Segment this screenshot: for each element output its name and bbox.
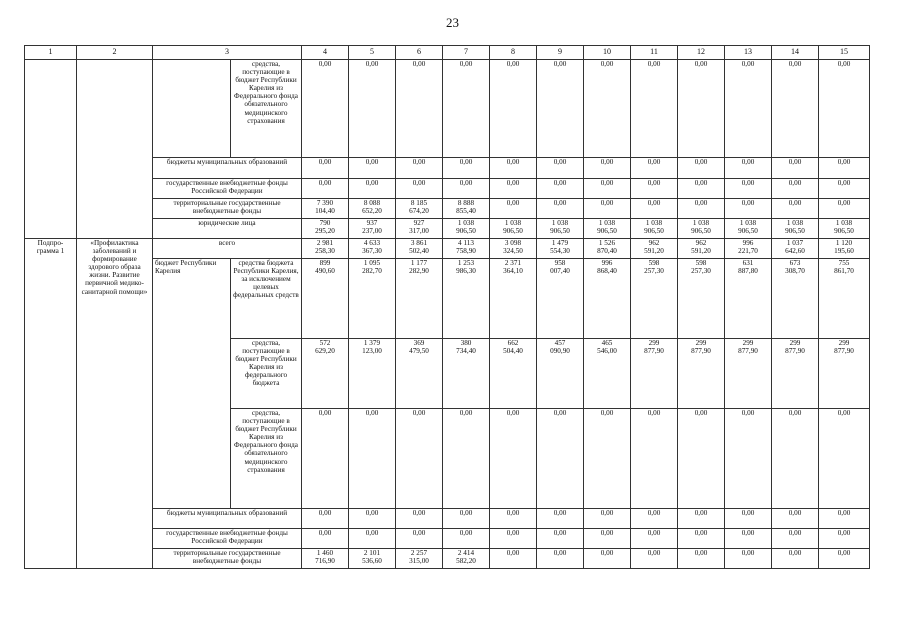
value-cell: 598 257,30 xyxy=(678,259,725,339)
value-cell: 0,00 xyxy=(772,179,819,199)
value-cell: 1 479 554,30 xyxy=(537,239,584,259)
value-cell: 3 861 502,40 xyxy=(396,239,443,259)
value-cell: 0,00 xyxy=(678,409,725,509)
value-cell: 1 038 906,50 xyxy=(584,219,631,239)
value-cell: 299 877,90 xyxy=(725,339,772,409)
value-cell: 369 479,50 xyxy=(396,339,443,409)
value-cell: 0,00 xyxy=(584,509,631,529)
subprogram-title: «Профилактика заболеваний и формирование здорового образа жизни. Развитие первичной медико-санитарной помощи» xyxy=(77,239,153,569)
value-cell: 0,00 xyxy=(631,60,678,158)
value-cell: 0,00 xyxy=(537,60,584,158)
value-cell: 0,00 xyxy=(631,509,678,529)
value-cell: 1 253 986,30 xyxy=(443,259,490,339)
value-cell: 996 221,70 xyxy=(725,239,772,259)
column-header: 11 xyxy=(631,46,678,60)
value-cell: 631 887,80 xyxy=(725,259,772,339)
value-cell: 0,00 xyxy=(302,409,349,509)
value-cell: 299 877,90 xyxy=(772,339,819,409)
column-header: 9 xyxy=(537,46,584,60)
value-cell: 790 295,20 xyxy=(302,219,349,239)
value-cell: 0,00 xyxy=(772,199,819,219)
value-cell: 673 308,70 xyxy=(772,259,819,339)
subprogram-number: Подпро- грамма 1 xyxy=(25,239,77,569)
value-cell: 0,00 xyxy=(772,529,819,549)
value-cell: 0,00 xyxy=(725,179,772,199)
value-cell: 0,00 xyxy=(725,549,772,569)
value-cell: 0,00 xyxy=(678,529,725,549)
value-cell: 0,00 xyxy=(537,179,584,199)
value-cell: 0,00 xyxy=(631,158,678,179)
value-cell: 0,00 xyxy=(349,158,396,179)
value-cell: 1 526 870,40 xyxy=(584,239,631,259)
value-cell: 0,00 xyxy=(725,409,772,509)
column-header: 6 xyxy=(396,46,443,60)
value-cell: 0,00 xyxy=(490,158,537,179)
value-cell: 8 185 674,20 xyxy=(396,199,443,219)
empty-cell xyxy=(153,60,231,158)
budget-table xyxy=(24,45,870,569)
value-cell: 0,00 xyxy=(678,509,725,529)
value-cell: 0,00 xyxy=(631,529,678,549)
value-cell: 0,00 xyxy=(396,179,443,199)
source-label: средства бюджета Республики Карелия, за исключением целевых федеральных средств xyxy=(231,259,302,339)
value-cell: 598 257,30 xyxy=(631,259,678,339)
value-cell: 0,00 xyxy=(631,199,678,219)
value-cell: 0,00 xyxy=(819,60,870,158)
value-cell: 4 113 758,90 xyxy=(443,239,490,259)
value-cell: 0,00 xyxy=(443,529,490,549)
value-cell: 0,00 xyxy=(678,199,725,219)
value-cell: 899 490,60 xyxy=(302,259,349,339)
value-cell: 1 038 906,50 xyxy=(725,219,772,239)
value-cell: 0,00 xyxy=(443,179,490,199)
value-cell: 1 038 906,50 xyxy=(819,219,870,239)
value-cell: 0,00 xyxy=(396,60,443,158)
header-row xyxy=(25,46,870,60)
value-cell: 958 007,40 xyxy=(537,259,584,339)
value-cell: 299 877,90 xyxy=(631,339,678,409)
source-label: всего xyxy=(153,239,302,259)
value-cell: 0,00 xyxy=(819,179,870,199)
column-header: 4 xyxy=(302,46,349,60)
value-cell: 0,00 xyxy=(302,529,349,549)
value-cell: 0,00 xyxy=(443,509,490,529)
value-cell: 0,00 xyxy=(490,179,537,199)
value-cell: 2 257 315,00 xyxy=(396,549,443,569)
value-cell: 755 861,70 xyxy=(819,259,870,339)
source-label: средства, поступающие в бюджет Республики Карелия из Федерального фонда обязательного медицинского страхования xyxy=(231,60,302,158)
value-cell: 0,00 xyxy=(772,549,819,569)
source-label: бюджеты муниципальных образований xyxy=(153,509,302,529)
value-cell: 0,00 xyxy=(819,158,870,179)
value-cell: 0,00 xyxy=(678,60,725,158)
value-cell: 8 888 855,40 xyxy=(443,199,490,219)
value-cell: 0,00 xyxy=(678,179,725,199)
value-cell: 0,00 xyxy=(631,179,678,199)
column-header: 10 xyxy=(584,46,631,60)
column-header: 13 xyxy=(725,46,772,60)
value-cell: 0,00 xyxy=(490,409,537,509)
value-cell: 1 038 906,50 xyxy=(490,219,537,239)
value-cell: 1 095 282,70 xyxy=(349,259,396,339)
value-cell: 0,00 xyxy=(725,158,772,179)
value-cell: 0,00 xyxy=(584,529,631,549)
column-header: 14 xyxy=(772,46,819,60)
value-cell: 0,00 xyxy=(772,409,819,509)
value-cell: 0,00 xyxy=(772,509,819,529)
empty-cell xyxy=(77,60,153,239)
value-cell: 962 591,20 xyxy=(678,239,725,259)
table-row xyxy=(25,60,870,158)
value-cell: 962 591,20 xyxy=(631,239,678,259)
value-cell: 0,00 xyxy=(302,179,349,199)
value-cell: 0,00 xyxy=(490,60,537,158)
value-cell: 0,00 xyxy=(537,549,584,569)
value-cell: 0,00 xyxy=(302,60,349,158)
value-cell: 927 317,00 xyxy=(396,219,443,239)
budget-group-label: бюджет Республики Карелия xyxy=(153,259,231,509)
value-cell: 0,00 xyxy=(443,409,490,509)
value-cell: 2 414 582,20 xyxy=(443,549,490,569)
value-cell: 0,00 xyxy=(443,60,490,158)
value-cell: 1 038 906,50 xyxy=(443,219,490,239)
source-label: государственные внебюджетные фонды Российской Федерации xyxy=(153,529,302,549)
value-cell: 380 734,40 xyxy=(443,339,490,409)
value-cell: 0,00 xyxy=(490,199,537,219)
value-cell: 0,00 xyxy=(490,549,537,569)
value-cell: 0,00 xyxy=(819,509,870,529)
source-label: бюджеты муниципальных образований xyxy=(153,158,302,179)
value-cell: 0,00 xyxy=(537,409,584,509)
value-cell: 0,00 xyxy=(819,199,870,219)
value-cell: 1 379 123,00 xyxy=(349,339,396,409)
value-cell: 0,00 xyxy=(349,509,396,529)
value-cell: 465 546,00 xyxy=(584,339,631,409)
value-cell: 0,00 xyxy=(584,409,631,509)
value-cell: 7 390 104,40 xyxy=(302,199,349,219)
column-header: 3 xyxy=(153,46,302,60)
column-header: 7 xyxy=(443,46,490,60)
value-cell: 0,00 xyxy=(396,509,443,529)
value-cell: 4 633 367,30 xyxy=(349,239,396,259)
column-header: 5 xyxy=(349,46,396,60)
empty-cell xyxy=(25,60,77,239)
value-cell: 0,00 xyxy=(725,529,772,549)
value-cell: 299 877,90 xyxy=(678,339,725,409)
value-cell: 0,00 xyxy=(396,409,443,509)
source-label: территориальные государственные внебюджетные фонды xyxy=(153,549,302,569)
value-cell: 0,00 xyxy=(349,529,396,549)
value-cell: 0,00 xyxy=(537,199,584,219)
value-cell: 1 037 642,60 xyxy=(772,239,819,259)
value-cell: 937 237,00 xyxy=(349,219,396,239)
value-cell: 0,00 xyxy=(584,549,631,569)
value-cell: 0,00 xyxy=(772,158,819,179)
value-cell: 1 038 906,50 xyxy=(537,219,584,239)
value-cell: 3 098 324,50 xyxy=(490,239,537,259)
source-label: средства, поступающие в бюджет Республики Карелия из Федерального фонда обязательного медицинского страхования xyxy=(231,409,302,509)
value-cell: 1 038 906,50 xyxy=(678,219,725,239)
value-cell: 0,00 xyxy=(584,199,631,219)
value-cell: 1 120 195,60 xyxy=(819,239,870,259)
value-cell: 2 981 258,30 xyxy=(302,239,349,259)
value-cell: 0,00 xyxy=(725,60,772,158)
value-cell: 0,00 xyxy=(819,409,870,509)
source-label: территориальные государственные внебюджетные фонды xyxy=(153,199,302,219)
source-label: государственные внебюджетные фонды Российской Федерации xyxy=(153,179,302,199)
column-header: 15 xyxy=(819,46,870,60)
column-header: 12 xyxy=(678,46,725,60)
value-cell: 0,00 xyxy=(725,199,772,219)
value-cell: 1 177 282,90 xyxy=(396,259,443,339)
value-cell: 0,00 xyxy=(631,409,678,509)
value-cell: 0,00 xyxy=(725,509,772,529)
value-cell: 662 504,40 xyxy=(490,339,537,409)
value-cell: 0,00 xyxy=(584,158,631,179)
value-cell: 0,00 xyxy=(302,509,349,529)
value-cell: 1 460 716,90 xyxy=(302,549,349,569)
value-cell: 0,00 xyxy=(678,158,725,179)
value-cell: 2 101 536,60 xyxy=(349,549,396,569)
source-label: юридические лица xyxy=(153,219,302,239)
value-cell: 0,00 xyxy=(584,179,631,199)
value-cell: 8 088 652,20 xyxy=(349,199,396,219)
value-cell: 457 090,90 xyxy=(537,339,584,409)
column-header: 1 xyxy=(25,46,77,60)
source-label: средства, поступающие в бюджет Республики Карелия из федерального бюджета xyxy=(231,339,302,409)
value-cell: 0,00 xyxy=(490,529,537,549)
value-cell: 0,00 xyxy=(443,158,490,179)
value-cell: 0,00 xyxy=(772,60,819,158)
column-header: 2 xyxy=(77,46,153,60)
value-cell: 0,00 xyxy=(678,549,725,569)
value-cell: 0,00 xyxy=(631,549,678,569)
value-cell: 0,00 xyxy=(584,60,631,158)
page-number: 23 xyxy=(446,15,459,30)
value-cell: 0,00 xyxy=(349,409,396,509)
column-header: 8 xyxy=(490,46,537,60)
value-cell: 996 868,40 xyxy=(584,259,631,339)
value-cell: 0,00 xyxy=(396,158,443,179)
value-cell: 299 877,90 xyxy=(819,339,870,409)
value-cell: 0,00 xyxy=(819,529,870,549)
value-cell: 2 371 364,10 xyxy=(490,259,537,339)
value-cell: 0,00 xyxy=(819,549,870,569)
value-cell: 0,00 xyxy=(396,529,443,549)
value-cell: 0,00 xyxy=(537,529,584,549)
value-cell: 0,00 xyxy=(537,509,584,529)
value-cell: 0,00 xyxy=(349,60,396,158)
value-cell: 0,00 xyxy=(349,179,396,199)
value-cell: 1 038 906,50 xyxy=(772,219,819,239)
value-cell: 0,00 xyxy=(490,509,537,529)
value-cell: 1 038 906,50 xyxy=(631,219,678,239)
table-row xyxy=(25,239,870,259)
value-cell: 0,00 xyxy=(537,158,584,179)
value-cell: 572 629,20 xyxy=(302,339,349,409)
value-cell: 0,00 xyxy=(302,158,349,179)
